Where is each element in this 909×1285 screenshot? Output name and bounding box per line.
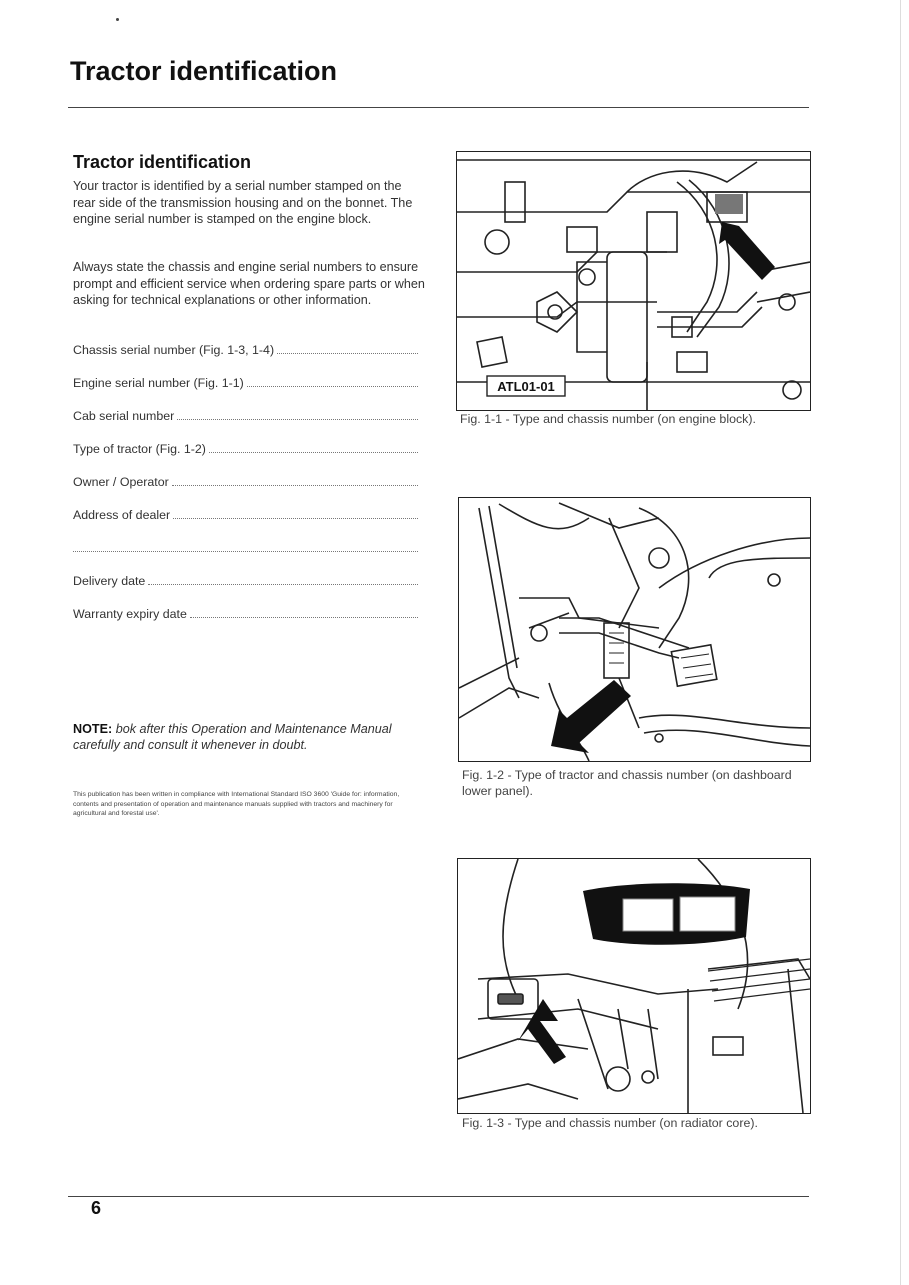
intro-paragraph: Your tractor is identified by a serial number stamped on the rear side of the transmission housing and on the bonnet. The engine serial number is stamped on the engine block. [73, 179, 413, 226]
lamp-right [680, 897, 735, 931]
figure-1-1-caption: Fig. 1-1 - Type and chassis number (on engine block). [460, 412, 756, 426]
figure-label-text: ATL01-01 [497, 379, 555, 394]
figure-dashboard-panel [458, 497, 811, 762]
cab-serial-field [73, 408, 418, 424]
fill-in-line [209, 441, 418, 453]
field-label: Delivery date [73, 574, 146, 588]
owner-operator-field [73, 474, 418, 490]
fill-in-line [148, 573, 418, 585]
scan-speck [116, 18, 119, 21]
field-label: Owner / Operator [73, 475, 169, 489]
lamp-left [623, 899, 673, 931]
radiator-core-illustration [458, 859, 810, 1113]
fill-in-line [73, 540, 418, 552]
dealer-address-continuation [73, 540, 418, 556]
field-label: Engine serial number (Fig. 1-1) [73, 376, 244, 390]
dealer-address-field [73, 507, 418, 523]
scan-edge [900, 0, 901, 1285]
engine-cover-ribs [708, 959, 810, 1001]
note-text: bok after this Operation and Maintenance Manual carefully and consult it whenever in doubt. [73, 722, 392, 752]
delivery-date-field [73, 573, 418, 589]
serial-instructions-paragraph: Always state the chassis and engine serial numbers to ensure prompt and efficient service when ordering spare parts or when asking for technical explanations or other information. [73, 260, 425, 307]
page-title: Tractor identification [70, 56, 338, 86]
page-number: 6 [91, 1198, 102, 1218]
iso-compliance-text: This publication has been written in compliance with International Standard ISO 3600 'Guide for: information, contents and presentation of operation and maintenance manuals supplied with tractors and machinery for agricultural and forestal use'. [73, 791, 400, 817]
chassis-serial-field [73, 342, 418, 358]
figure-1-2-caption: Fig. 1-2 - Type of tractor and chassis number (on dashboard lower panel). [462, 768, 792, 798]
field-label: Warranty expiry date [73, 607, 187, 621]
radiator-arrow-icon [518, 999, 566, 1064]
engine-arrow-icon [719, 222, 775, 280]
title-divider [68, 107, 809, 108]
field-label: Chassis serial number (Fig. 1-3, 1-4) [73, 343, 275, 357]
engine-serial-field [73, 375, 418, 391]
field-label: Cab serial number [73, 409, 175, 423]
note-block [73, 721, 418, 753]
dashboard-arrow-icon [551, 680, 631, 753]
field-label: Address of dealer [73, 508, 171, 522]
tractor-type-field [73, 441, 418, 457]
fill-in-line [173, 507, 418, 519]
section-title: Tractor identification [73, 152, 252, 172]
figure-engine-block [456, 151, 811, 411]
fill-in-line [277, 342, 418, 354]
fill-in-line [177, 408, 418, 420]
pedal-treads [609, 633, 713, 678]
fill-in-line [172, 474, 418, 486]
engine-block-illustration [457, 152, 810, 410]
fill-in-line [247, 375, 418, 387]
warranty-expiry-field [73, 606, 418, 622]
dashboard-panel-illustration [459, 498, 810, 761]
field-label: Type of tractor (Fig. 1-2) [73, 442, 206, 456]
fill-in-line [190, 606, 418, 618]
note-label: NOTE: [73, 722, 113, 736]
figure-1-3-caption: Fig. 1-3 - Type and chassis number (on radiator core). [462, 1116, 758, 1130]
figure-radiator-core [457, 858, 811, 1114]
footer-divider [68, 1196, 809, 1197]
